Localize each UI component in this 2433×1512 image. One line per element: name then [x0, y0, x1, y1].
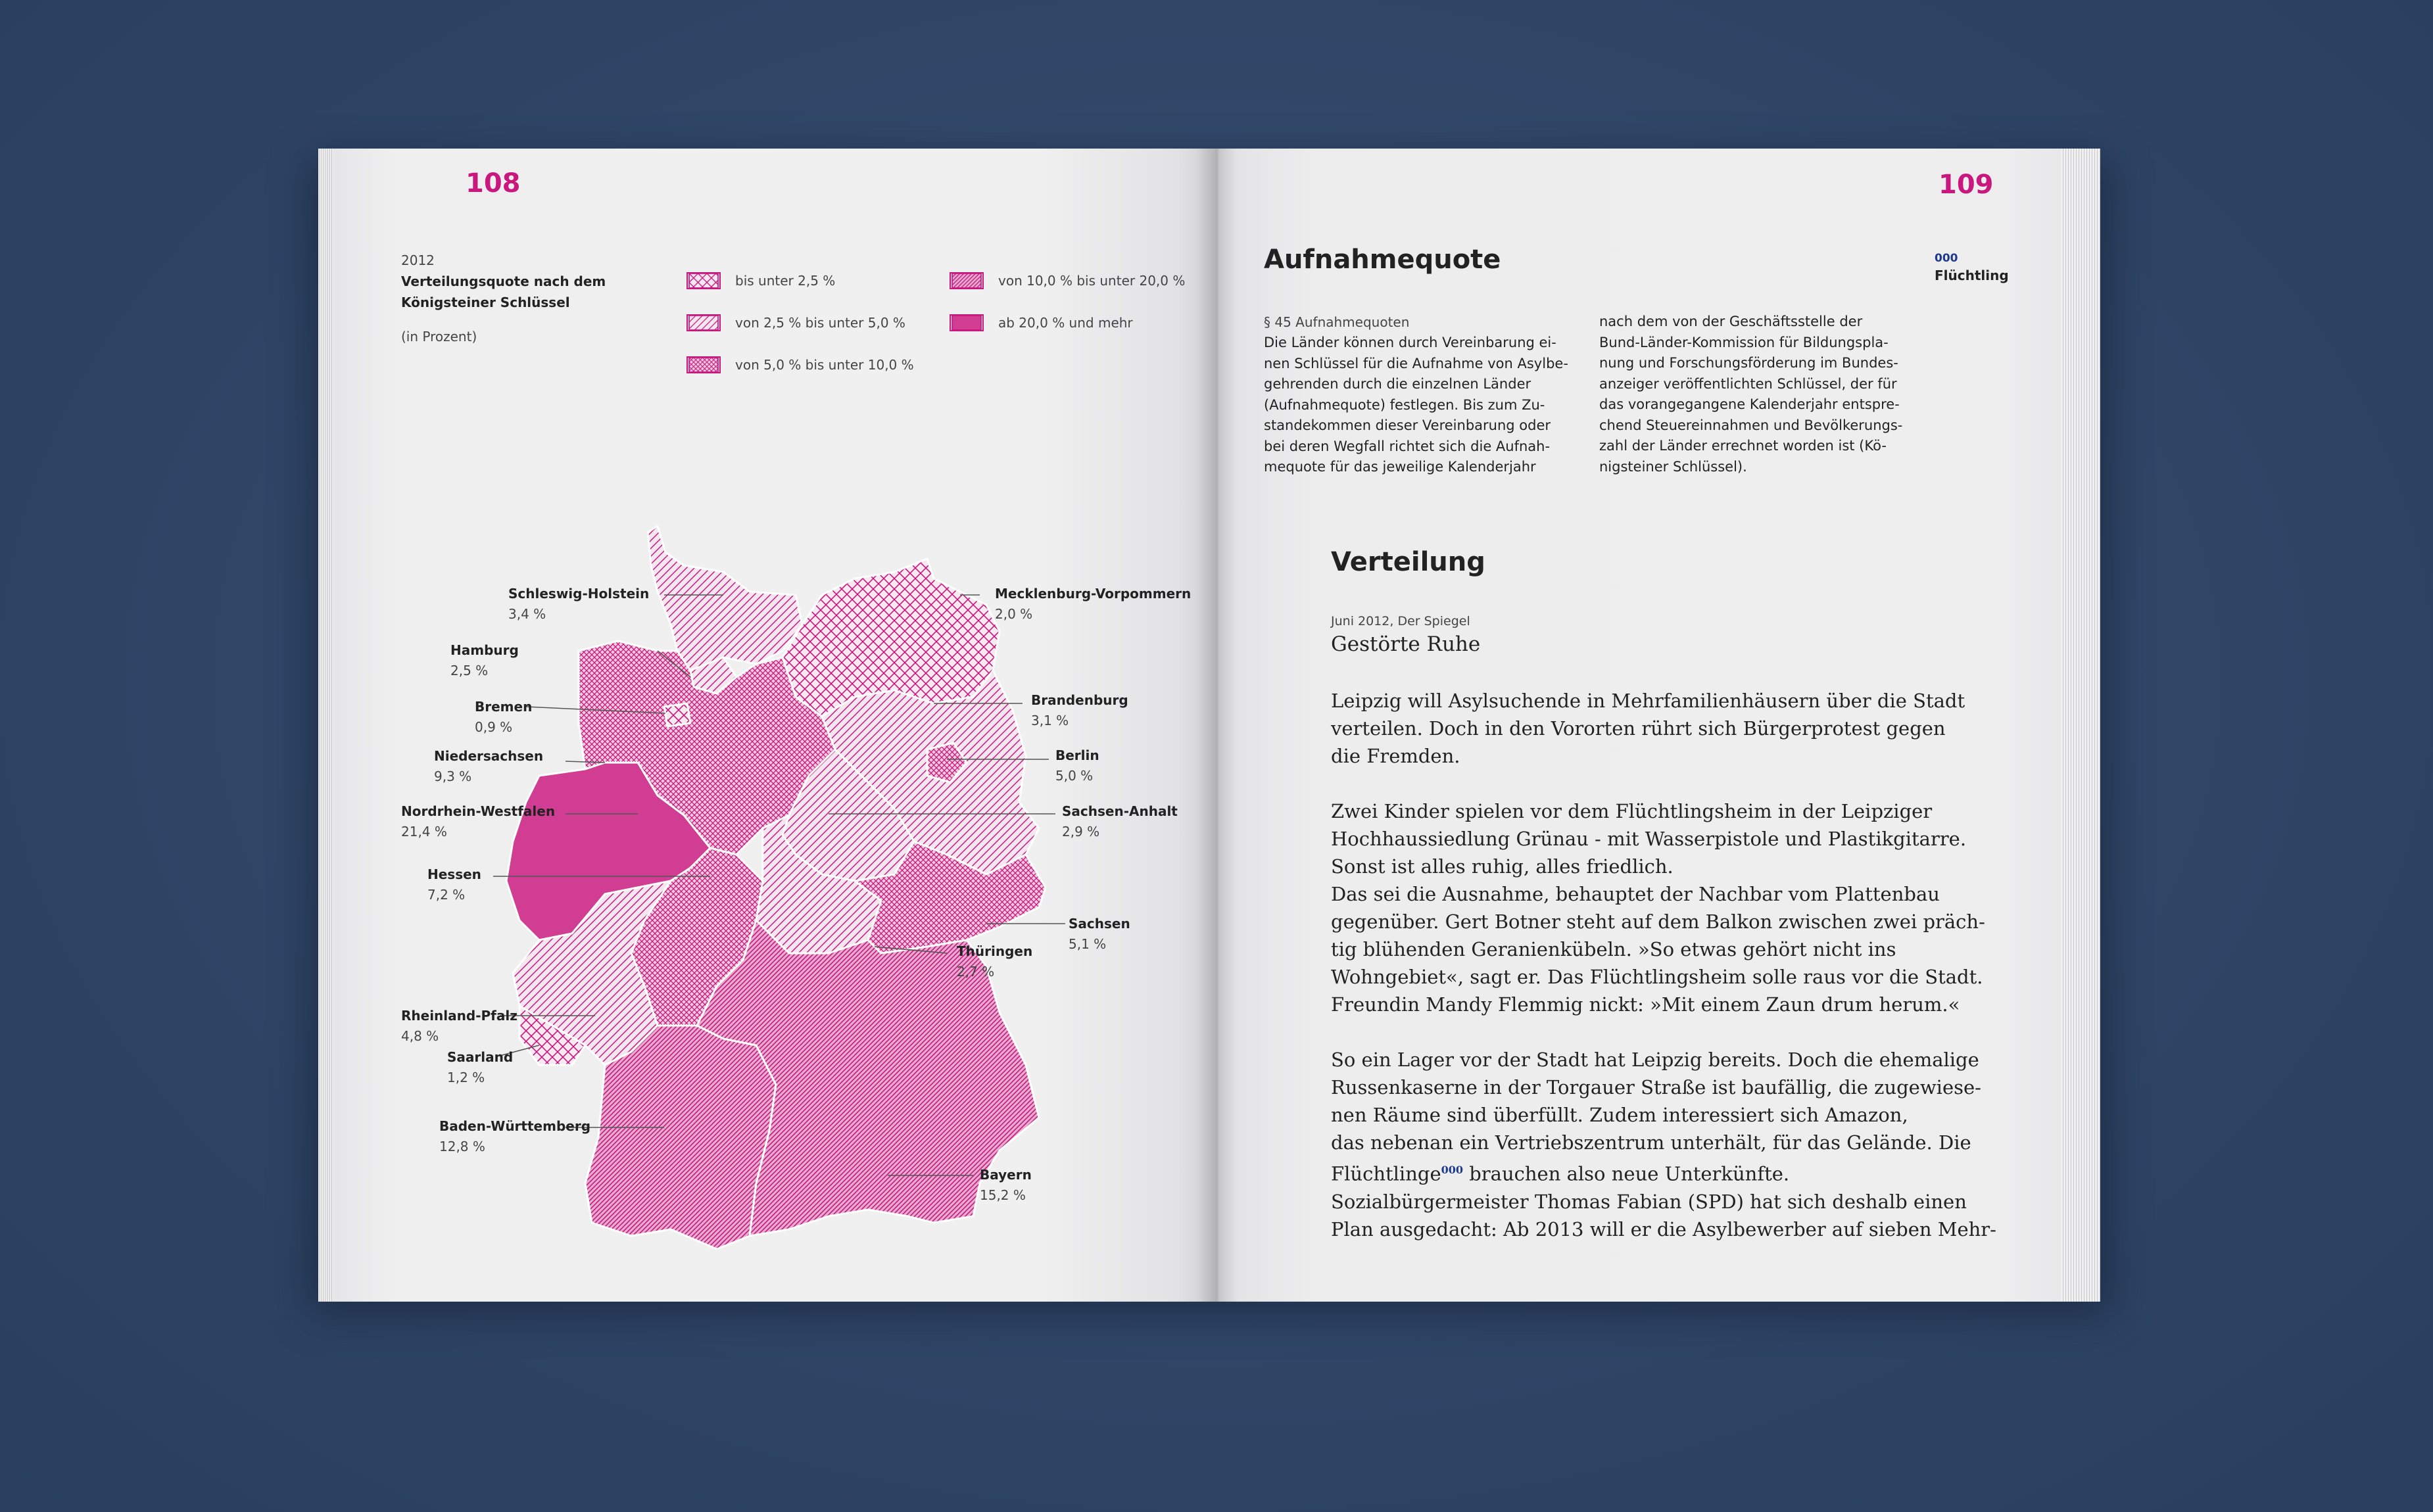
legend-swatch-diagonal-open — [687, 314, 721, 331]
article-title: Gestörte Ruhe — [1331, 632, 1481, 656]
law-reference: § 45 Aufnahmequoten — [1264, 314, 1410, 330]
label-hessen: Hessen 7,2 % — [427, 866, 481, 903]
glossary-reference-line: Flüchtlinge$^{000}$ brauchen also neue Unterkünfte. — [1331, 1162, 1790, 1185]
legend-item-3 — [687, 356, 914, 373]
legend-item-2 — [687, 314, 905, 331]
legend-item-1 — [687, 272, 835, 289]
chart-caption — [401, 250, 638, 347]
legend-label: von 2,5 % bis unter 5,0 % — [735, 315, 905, 331]
label-bayern: Bayern 15,2 % — [980, 1167, 1032, 1203]
margin-note — [1935, 252, 2009, 283]
label-mecklenburg-vorpommern: Mecklenburg-Vorpommern 2,0 % — [995, 586, 1192, 622]
label-sachsen: Sachsen 5,1 % — [1069, 916, 1130, 952]
chart-title-line2: Königsteiner Schlüssel — [401, 295, 570, 310]
label-sachsen-anhalt: Sachsen-Anhalt 2,9 % — [1062, 803, 1178, 839]
section-title: Aufnahmequote — [1264, 245, 1501, 275]
article-source: Juni 2012, Der Spiegel — [1331, 614, 1470, 628]
legend-label: ab 20,0 % und mehr — [998, 315, 1133, 331]
law-text-column-1: Die Länder können durch Vereinbarung ei- nen Schlüssel für die Aufnahme von Asylbe- gehrenden durch die einzelnen Länder (Aufnahmequote) festlegen. Bis zum Zu- standekommen dieser Vereinbarung oder bei deren Wegfall richtet sich die Aufnah- mequote für das jeweilige Kalenderjahr — [1264, 335, 1568, 475]
page-number-left: 108 — [466, 168, 521, 199]
page-number-right: 109 — [1939, 170, 1994, 200]
chart-unit: (in Prozent) — [401, 329, 477, 344]
margin-note-label: Flüchtling — [1935, 268, 2009, 283]
chart-title-line1: Verteilungsquote nach dem — [401, 273, 606, 289]
label-rheinland-pfalz: Rheinland-Pfalz 4,8 % — [401, 1008, 518, 1044]
legend-swatch-crosshatch-dense — [687, 356, 721, 373]
legend-item-4 — [950, 272, 1185, 289]
paragraph-1: Leipzig will Asylsuchende in Mehrfamilienhäusern über die Stadt verteilen. Doch in den Vororten rührt sich Bürgerprotest gegen die Fremden. — [1331, 690, 1965, 767]
label-baden-wuerttemberg: Baden-Württemberg 12,8 % — [439, 1118, 591, 1154]
legend-swatch-crosshatch-open — [687, 272, 721, 289]
label-bremen: Bremen 0,9 % — [475, 699, 533, 735]
legend-label: von 10,0 % bis unter 20,0 % — [998, 273, 1186, 289]
legend-swatch-diagonal-dense — [950, 272, 984, 289]
label-schleswig-holstein: Schleswig-Holstein 3,4 % — [508, 586, 650, 622]
legend-swatch-solid — [950, 314, 984, 331]
book-spine — [1197, 149, 1236, 1302]
state-schleswig-holstein — [648, 526, 802, 671]
legend-label: bis unter 2,5 % — [735, 273, 836, 289]
label-thueringen: Thüringen 2,7 % — [957, 943, 1033, 980]
article-body — [1331, 687, 1996, 1271]
glossary-marker-link[interactable]: 000 — [1441, 1164, 1464, 1176]
right-page-edge — [2061, 149, 2100, 1302]
legend-item-5 — [950, 314, 1133, 331]
left-page-edge — [318, 149, 333, 1302]
paragraph-3: So ein Lager vor der Stadt hat Leipzig bereits. Doch die ehemalige Russenkaserne in der Torgauer Straße ist baufällig, die zugewiese- nen Räume sind überfüllt. Zudem interessiert sich Amazon, das nebenan ein Vertriebszentrum unterhält, für das Gelände. Die Flüchtlinge$^{000}$ brauchen also neue Unterkünfte. Sozialbürgermeister Thomas Fabian (SPD) hat sich deshalb einen Plan ausgedacht: Ab 2013 will er die Asylbewerber auf sieben Mehr- — [1331, 1049, 1996, 1240]
paragraph-2: Zwei Kinder spielen vor dem Flüchtlingsheim in der Leipziger Hochhaussiedlung Grünau - mit Wasserpistole und Plastikgitarre. Sonst ist alles ruhig, alles friedlich. Das sei die Ausnahme, behauptet der Nachbar vom Plattenbau gegenüber. Gert Botner steht auf dem Balkon zwischen zwei präch- tig blühenden Geranienkübeln. »So etwas gehört nicht ins Wohngebiet«, sagt er. Das Flüchtlingsheim solle raus vor die Stadt. Freundin Mandy Flemmig nickt: »Mit einem Zaun drum herum.« — [1331, 800, 1985, 1016]
label-nordrhein-westfalen: Nordrhein-Westfalen 21,4 % — [401, 803, 556, 839]
label-saarland: Saarland 1,2 % — [447, 1049, 514, 1085]
label-berlin: Berlin 5,0 % — [1055, 747, 1099, 784]
legend-label: von 5,0 % bis unter 10,0 % — [735, 357, 914, 373]
margin-note-marker: 000 — [1935, 252, 1958, 265]
chart-year: 2012 — [401, 252, 435, 268]
label-brandenburg: Brandenburg 3,1 % — [1031, 692, 1128, 728]
label-niedersachsen: Niedersachsen 9,3 % — [434, 748, 544, 784]
state-bremen — [664, 703, 690, 726]
law-text-column-2: nach dem von der Geschäftsstelle der Bund-Länder-Kommission für Bildungspla- nung und Forschungsförderung im Bundes- anzeiger veröffentlichten Schlüssel, der für das vorangegangene Kalenderjahr entspre- chend Steuereinnahmen und Bevölkerungs- zahl der Länder errechnet worden ist (Kö- nigsteiner Schlüssel). — [1599, 314, 1903, 475]
label-hamburg: Hamburg 2,5 % — [450, 642, 519, 678]
subsection-title: Verteilung — [1331, 547, 1485, 577]
